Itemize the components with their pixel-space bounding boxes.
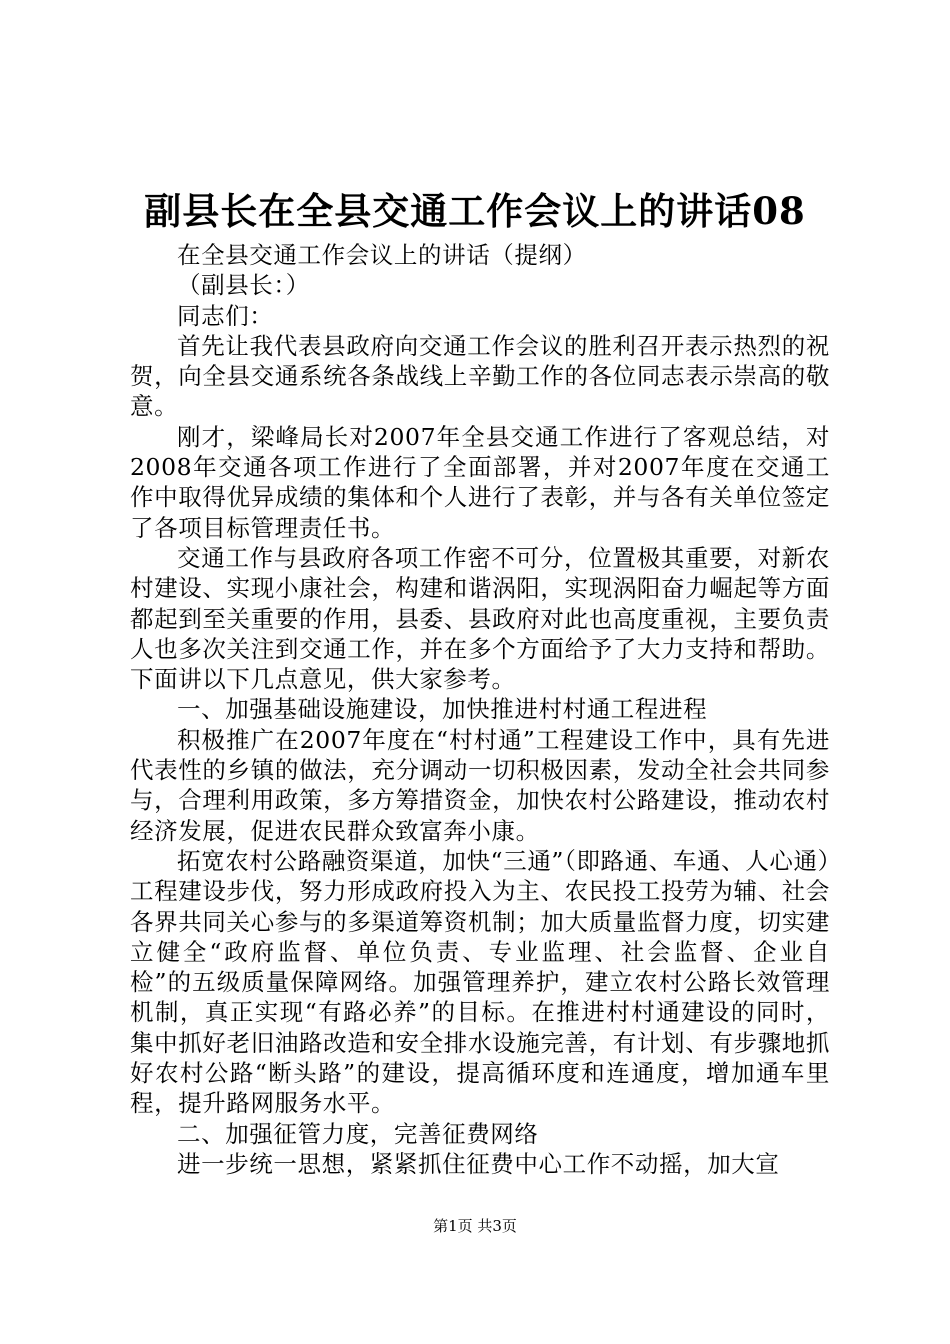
body-paragraph: 交通工作与县政府各项工作密不可分，位置极其重要，对新农村建设、实现小康社会，构建和谐涡阳，实现涡阳奋力崛起等方面都起到至关重要的作用，县委、县政府对此也高度重视，主要负责人也多次关注到交通工作，并在多个方面给予了大力支持和帮助。下面讲以下几点意见，供大家参考。 bbox=[130, 543, 830, 694]
body-paragraph: 进一步统一思想，紧紧抓住征费中心工作不动摇，加大宣 bbox=[177, 1149, 780, 1178]
body-paragraph: 拓宽农村公路融资渠道，加快“三通”（即路通、车通、人心通）工程建设步伐，努力形成政府投入为主、农民投工投劳为辅、社会各界共同关心参与的多渠道筹资机制；加大质量监督力度，切实建立健全“政府监督、单位负责、专业监理、社会监督、企业自检”的五级质量保障网络。加强管理养护，建立农村公路长效管理机制，真正实现“有路必养”的目标。在推进村村通建设的同时，集中抓好老旧油路改造和安全排水设施完善，有计划、有步骤地抓好农村公路“断头路”的建设，提高循环度和连通度，增加通车里程，提升路网服务水平。 bbox=[130, 846, 830, 1118]
document-body bbox=[130, 210, 830, 1179]
page-footer: 第1页 共3页 bbox=[433, 1217, 517, 1235]
body-paragraph: 同志们： bbox=[177, 301, 274, 330]
body-paragraph: 积极推广在2007年度在“村村通”工程建设工作中，具有先进代表性的乡镇的做法，充分调动一切积极因素，发动全社会共同参与，合理利用政策，多方筹措资金，加快农村公路建设，推动农村经济发展，促进农民群众致富奔小康。 bbox=[130, 725, 830, 845]
document-title: 副县长在全县交通工作会议上的讲话08 bbox=[144, 189, 806, 233]
body-paragraph: 刚才，梁峰局长对2007年全县交通工作进行了客观总结，对2008年交通各项工作进行了全面部署，并对2007年度在交通工作中取得优异成绩的集体和个人进行了表彰，并与各有关单位签定了各项目标管理责任书。 bbox=[130, 422, 830, 542]
body-paragraph: （副县长：） bbox=[177, 271, 310, 300]
section-heading: 一、加强基础设施建设，加快推进村村通工程进程 bbox=[177, 695, 708, 724]
body-paragraph: 在全县交通工作会议上的讲话（提纲） bbox=[177, 241, 587, 269]
body-paragraph: 首先让我代表县政府向交通工作会议的胜利召开表示热烈的祝贺，向全县交通系统各条战线上辛勤工作的各位同志表示崇高的敬意。 bbox=[130, 331, 830, 421]
section-heading: 二、加强征管力度，完善征费网络 bbox=[177, 1119, 539, 1148]
